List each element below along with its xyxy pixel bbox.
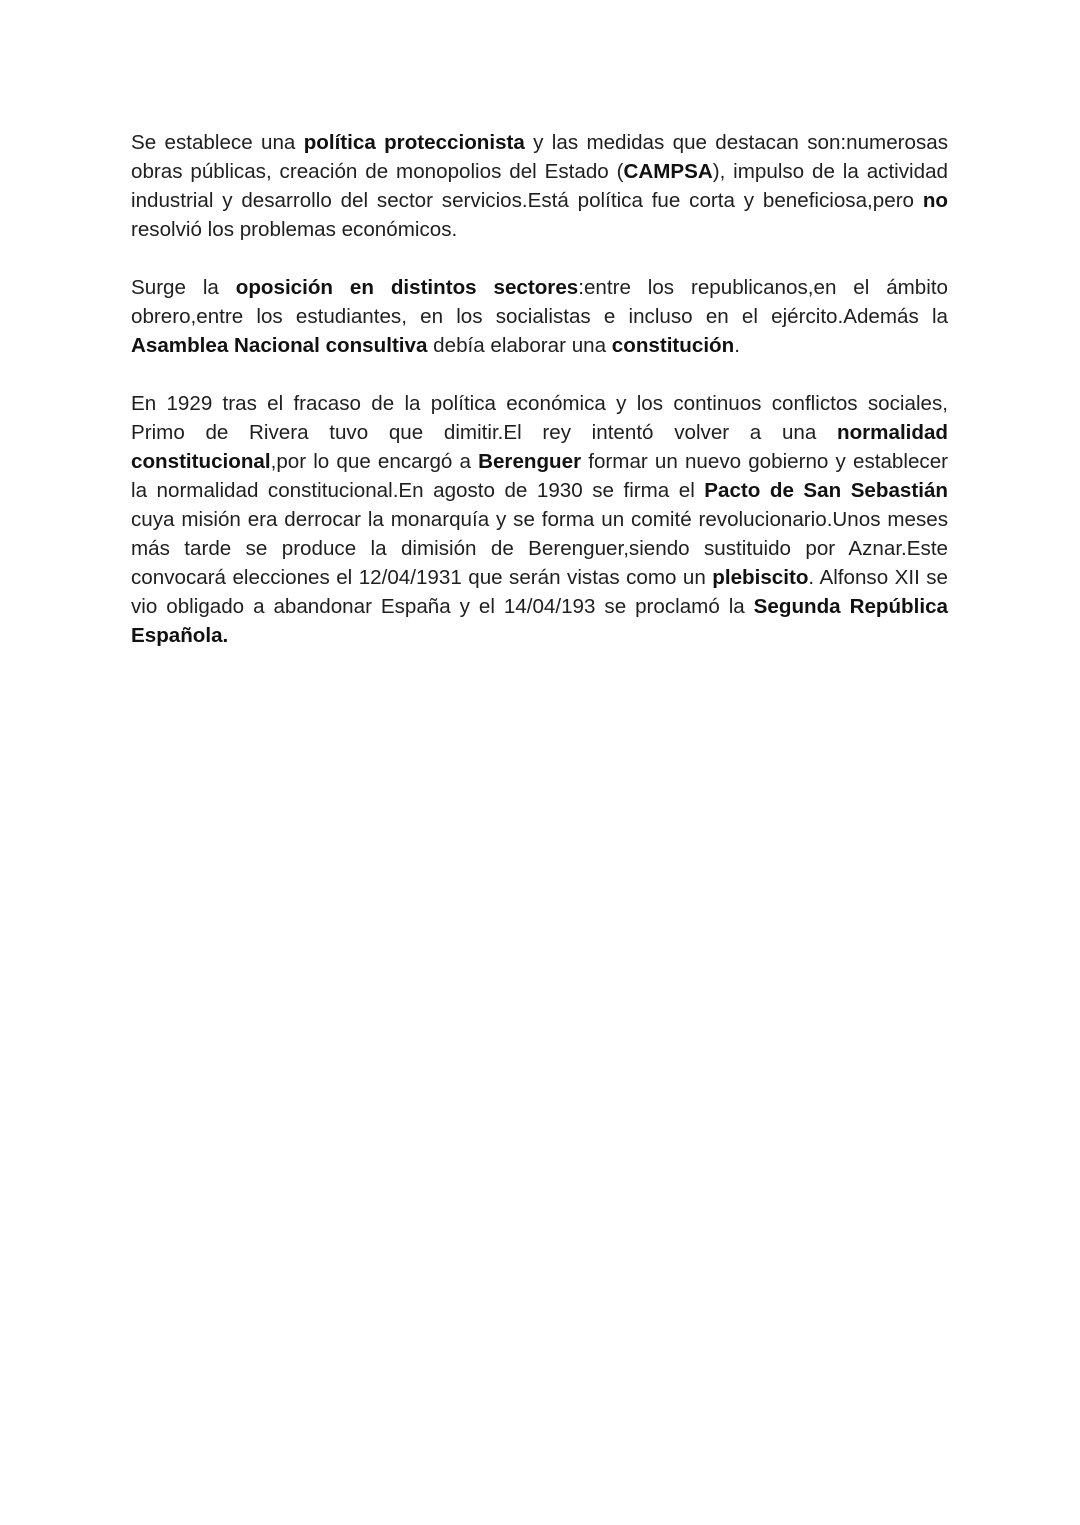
text-run: ,por lo que encargó a: [270, 450, 479, 473]
text-run: . Alfonso XII se vio obligado a abandonar España y el 14/04/193 se proclamó la: [131, 566, 948, 618]
text-run: formar un nuevo gobierno y establecer la normalidad constitucional.En agosto de 1930 se firma el: [131, 450, 949, 502]
paragraph-economic-policy: [131, 128, 948, 244]
text-run: ), impulso de la actividad industrial y desarrollo del sector servicios.Está política fue corta y beneficiosa,pero: [131, 160, 948, 212]
bold-run: oposición en distintos sectores: [235, 276, 579, 299]
text-run: En 1929 tras el fracaso de la política económica y los continuos conflictos sociales, Primo de Rivera tuvo que dimitir.El rey intentó volver a una: [131, 392, 948, 444]
bold-run: política proteccionista: [303, 131, 525, 154]
text-run: cuya misión era derrocar la monarquía y se forma un comité revolucionario.Unos meses más tarde se produce la dimisión de Berenguer,siendo sustituido por Aznar.Este convocará elecciones el 12/04/1931 que serán vistas como un: [131, 508, 948, 589]
bold-run: Pacto de San Sebastián: [704, 479, 948, 502]
bold-run: Berenguer: [478, 450, 582, 473]
paragraph-end-of-dictatorship: [131, 389, 948, 650]
text-run: debía elaborar una: [427, 334, 612, 357]
text-run: y las medidas que destacan son:numerosas obras públicas, creación de monopolios del Estado (: [131, 131, 948, 183]
text-run: resolvió los problemas económicos.: [131, 218, 458, 241]
document-body: [131, 128, 948, 650]
text-run: Surge la: [131, 276, 236, 299]
bold-run: plebiscito: [712, 566, 809, 589]
bold-run: no: [922, 189, 948, 212]
paragraph-opposition: [131, 273, 948, 360]
bold-run: normalidad constitucional: [131, 421, 948, 473]
text-run: :entre los republicanos,en el ámbito obrero,entre los estudiantes, en los socialistas e incluso en el ejército.Además la: [131, 276, 949, 328]
text-run: .: [734, 334, 740, 357]
bold-run: constitución: [611, 334, 735, 357]
bold-run: Asamblea Nacional consultiva: [131, 334, 428, 357]
bold-run: Segunda República Española.: [131, 595, 948, 647]
text-run: Se establece una: [131, 131, 304, 154]
bold-run: CAMPSA: [623, 160, 713, 183]
